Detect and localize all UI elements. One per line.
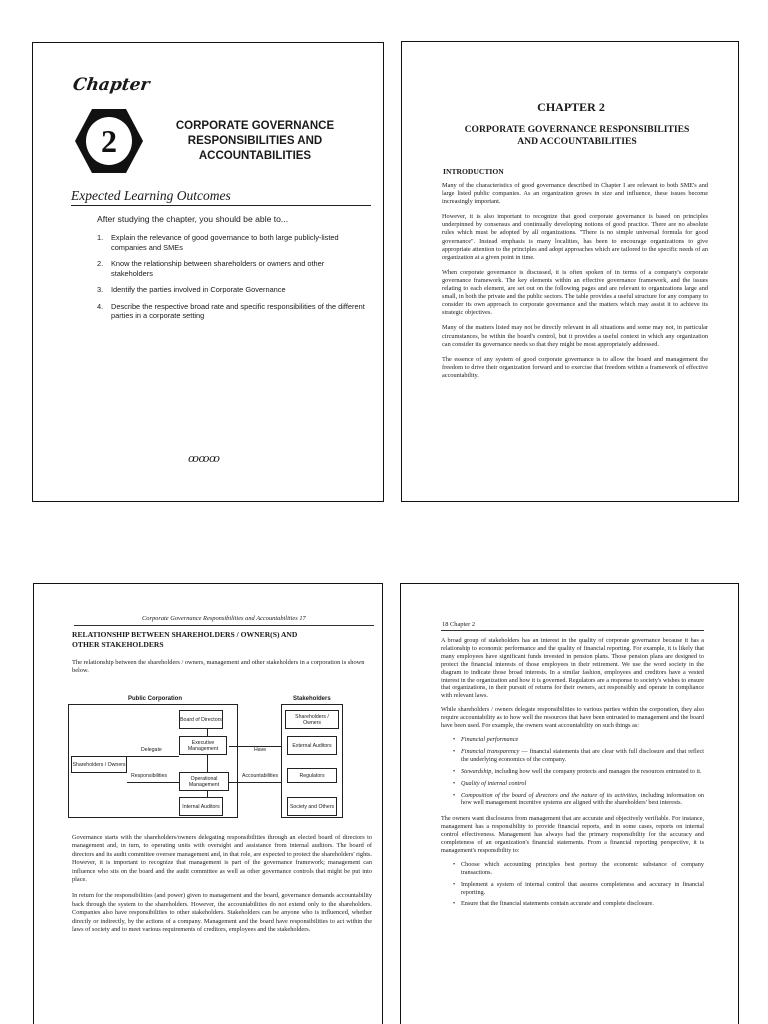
executive-management-box: Executive Management xyxy=(179,736,227,755)
chapter-number: 2 xyxy=(101,123,117,159)
paragraph: The relationship between the shareholders / owners, management and other stakeholders in a corporation is shown below. xyxy=(72,659,365,675)
public-corporation-label: Public Corporation xyxy=(128,696,182,702)
chapter-title-line: ACCOUNTABILITIES xyxy=(198,150,312,162)
list-term: Financial transparency xyxy=(461,747,520,755)
outcome-item xyxy=(97,302,367,321)
list-text: including how well the company protects and manages the resources entrusted to it. xyxy=(492,767,702,775)
bullet-icon: • xyxy=(453,735,456,743)
list-text: — financial statements that are clear with full disclosure and that reflect the underlying economics of the company. xyxy=(461,747,704,763)
ornament-flourish-icon: ꝏꝏꝏ xyxy=(188,452,220,465)
paragraph: In return for the responsibilities (and power) given to management and the board, governance demands accountability back through the system to the shareholders. However, the accountabilities do not extend only to the shareholders. Companies also have responsibilities to other stakeholders. Stakeholders can be anyone who is influenced, whether directly or indirectly, by the actions of a company. Management and the board have responsibilities to act within the laws of society and to meet various requirements of creditors, employees and the stakeholders. xyxy=(72,892,372,934)
bullet-icon: • xyxy=(453,860,456,868)
outcome-number: 1. xyxy=(97,233,104,242)
chapter-title xyxy=(160,119,350,164)
accountabilities-label: Accountabilities xyxy=(242,773,279,779)
bullet-icon: • xyxy=(453,767,456,775)
heading-divider xyxy=(71,205,371,206)
governance-diagram xyxy=(34,584,383,844)
outcome-text: Explain the relevance of good governance to both large publicly-listed companies and SMEs xyxy=(111,233,339,252)
stakeholder-shareholders-box: Shareholders / Owners xyxy=(285,710,339,729)
body-text xyxy=(441,637,704,916)
list-text: Implement a system of internal control that assures completeness and accuracy in financial reporting. xyxy=(461,880,704,896)
page-18 xyxy=(400,583,739,1024)
page-introduction xyxy=(401,41,739,502)
delegate-label: Delegate xyxy=(141,747,162,753)
page-17 xyxy=(33,583,383,1024)
page-chapter-opener xyxy=(32,42,384,502)
list-item xyxy=(441,736,704,744)
list-item xyxy=(441,861,704,877)
section-heading-line: OTHER STAKEHOLDERS xyxy=(72,639,164,649)
have-label: Have xyxy=(254,747,267,753)
society-others-box: Society and Others xyxy=(287,797,337,816)
responsibilities-arrow xyxy=(127,782,179,783)
header-rule xyxy=(441,630,704,631)
paragraph: When corporate governance is discussed, it is often spoken of in terms of a company's corporate governance framework. The key elements within an effective governance framework, and the issues relating to each element, are set out on the following pages and are relevant to organizations large and small, in both the private and the public sectors. The table provides a useful structure for any company to consider its own approach to corporate governance and the matters which may assist it to achieve its strategic objectives. xyxy=(442,268,708,317)
management-responsibility-list xyxy=(441,861,704,909)
chapter-title-line: RESPONSIBILITIES AND xyxy=(187,135,323,147)
delegate-arrow xyxy=(127,756,179,757)
paragraph: Many of the characteristics of good governance described in Chapter I are relevant to both SME's and large listed public companies. As an organization grows in size and influence, these issues become increasingly important. xyxy=(442,182,708,206)
regulators-box: Regulators xyxy=(287,768,337,783)
paragraph: Many of the matters listed may not be directly relevant in all situations and some may not, in particular circumstances, be within the board's control, but it provides a useful context in which any organization can consider its governance needs so that they might be most appropriately addressed. xyxy=(442,324,708,348)
bullet-icon: • xyxy=(453,900,456,908)
list-term: Stewardship, xyxy=(461,767,493,775)
accountability-list xyxy=(441,736,704,807)
list-item xyxy=(441,748,704,764)
outcome-item xyxy=(97,259,367,278)
list-term: Composition of the board of directors and the nature of its activities, xyxy=(461,791,639,799)
chapter-title xyxy=(432,124,722,148)
list-term: Quality of internal control xyxy=(461,779,527,787)
outcome-text: Identify the parties involved in Corporate Governance xyxy=(111,285,286,294)
outcome-text: Know the relationship between shareholders or owners and other stakeholders xyxy=(111,259,325,278)
list-item xyxy=(441,768,704,776)
outcomes-list xyxy=(97,233,367,328)
bullet-icon: • xyxy=(453,880,456,888)
external-auditors-box: External Auditors xyxy=(287,736,337,755)
bullet-icon: • xyxy=(453,779,456,787)
responsibilities-label: Responsibilities xyxy=(131,773,168,779)
outcomes-intro: After studying the chapter, you should be able to... xyxy=(97,214,289,224)
shareholders-owners-box: Shareholders / Owners xyxy=(71,756,127,773)
outcome-number: 2. xyxy=(97,259,104,268)
stakeholders-label: Stakeholders xyxy=(293,696,331,702)
paragraph: The owners want disclosures from management that are accurate and objectively verifiable. For instance, management has a responsibility to provide financial reports, and in some cases, reports on internal control effectiveness. Management has always had the primary responsibility for the accuracy and completeness of an organization's financial statements. From a financial reporting perspective, it is management's responsibility to: xyxy=(441,815,704,854)
list-item xyxy=(441,881,704,897)
section-heading: INTRODUCTION xyxy=(443,167,504,176)
chapter-label: CHAPTER 2 xyxy=(537,100,605,114)
list-text: Choose which accounting principles best portray the economic substance of company transactions. xyxy=(461,860,704,876)
bullet-icon: • xyxy=(453,747,456,755)
operational-management-box: Operational Management xyxy=(179,772,229,791)
body-text xyxy=(72,834,372,942)
outcome-item xyxy=(97,285,367,295)
paragraph: While shareholders / owners delegate responsibilities to various parties within the corporation, they also require accountability as to how well the resources that have been entrusted to management and the board have been used. For example, the owners want accountability on such things as: xyxy=(441,706,704,730)
chapter-script-label: Chapter xyxy=(71,75,151,95)
accountabilities-arrow xyxy=(229,782,281,783)
chapter-number-hexagon-icon xyxy=(73,106,145,176)
learning-outcomes-heading: Expected Learning Outcomes xyxy=(71,188,231,203)
outcome-item xyxy=(97,233,367,252)
outcome-number: 4. xyxy=(97,301,104,311)
list-text: including information on how well management incentive systems are aligned with the shareholders' best interests. xyxy=(461,791,704,807)
list-text: Ensure that the financial statements contain accurate and complete disclosure. xyxy=(461,900,654,908)
board-of-directors-box: Board of Directors xyxy=(179,710,223,729)
chapter-title-line: AND ACCOUNTABILITIES xyxy=(517,136,637,147)
section-heading-line: RELATIONSHIP BETWEEN SHAREHOLDERS / OWNER(S) AND xyxy=(72,630,298,639)
paragraph: The essence of any system of good corporate governance is to allow the board and management the freedom to drive their organization forward and to exercise that freedom within a framework of effective accountability. xyxy=(442,355,708,379)
list-item xyxy=(441,900,704,908)
outcome-number: 3. xyxy=(97,285,104,294)
bullet-icon: • xyxy=(453,791,456,799)
internal-auditors-box: Internal Auditors xyxy=(179,797,223,816)
paragraph: Governance starts with the shareholders/owners delegating responsibilities through an elected board of directors to management and, in turn, to operating units with oversight and assistance from internal auditors. The board of directors and its audit committee oversee management and, in that role, are expected to protect the shareholders' rights. However, it is important to recognize that management is part of the governance framework; management can influence who sits on the board and the audit committee as well as other governance controls that might be put into place. xyxy=(72,834,372,884)
chapter-title-line: CORPORATE GOVERNANCE xyxy=(175,120,335,132)
body-text xyxy=(442,182,708,387)
running-header: Corporate Governance Responsibilities and Accountabilities 17 xyxy=(142,615,306,622)
list-item xyxy=(441,792,704,808)
outcome-text: Describe the respective broad rate and specific responsibilities of the different parties in a corporate setting xyxy=(111,301,365,320)
paragraph: A broad group of stakeholders has an interest in the quality of corporate governance because it has a relationship to economic performance and the quality of financial reporting. For example, it is likely that many employees have significant funds invested in pension plans. Those pension plans are designed to protect the financial interests of those employees in their retirement. We use the word society in the diagram to indicate those broad interests. In a similar fashion, employees and creditors have a vested interest in the organization and how it is governed. Regulators are a response to society's wishes to ensure that organizations, in their pursuit of returns for their owners, act responsibly and operate in compliance with relevant laws. xyxy=(441,637,704,700)
list-term: Financial performance xyxy=(461,735,519,743)
list-item xyxy=(441,780,704,788)
running-header: 18 Chapter 2 xyxy=(442,621,476,628)
paragraph: However, it is also important to recognize that good corporate governance is based on principles underpinned by consensus and continually developing notions of good practice. There are no absolute rules which must be adopted by all organizations. "There is no simple universal formula for good governance". Instead emphasis is many localities, has been to encourage organizations to give appropriate attention to the principles and adopt approaches which are tailored to the specific needs of an organization at a given point in time. xyxy=(442,213,708,261)
chapter-title-line: CORPORATE GOVERNANCE RESPONSIBILITIES xyxy=(464,124,690,135)
